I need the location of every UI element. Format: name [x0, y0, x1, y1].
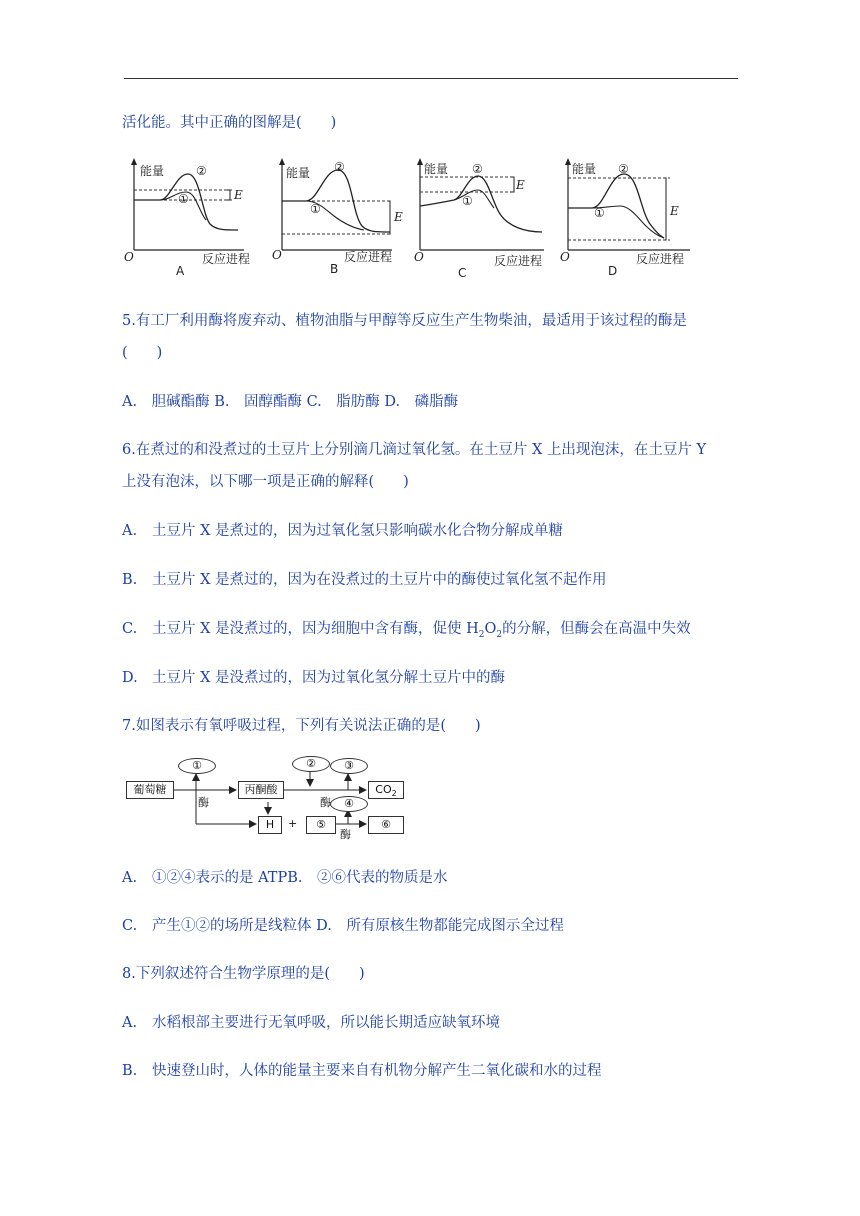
graph-a-curve2: ②	[196, 164, 207, 178]
q6-option-a	[122, 521, 563, 541]
enzyme-label-2: 酶	[320, 796, 331, 809]
enzyme-label-3: 酶	[340, 828, 351, 841]
graph-c-curve1: ①	[462, 194, 473, 208]
q6-option-a-text: 土豆片 X 是煮过的，因为过氧化氢只影响碳水化合物分解成单糖	[152, 523, 564, 539]
q7-option-c	[122, 916, 564, 936]
graph-c-label: C	[458, 266, 467, 280]
q6-stem-line1: 6.在煮过的和没煮过的土豆片上分别滴几滴过氧化氢。在土豆片 X 上出现泡沫，在土豆片 Y	[122, 442, 707, 458]
graph-a	[124, 154, 264, 282]
graph-a-origin: O	[124, 250, 134, 264]
co2-sub: 2	[391, 789, 397, 799]
oval-1: ①	[178, 758, 216, 774]
graph-d-label: D	[608, 264, 618, 278]
q7-option-a	[122, 868, 447, 888]
graph-d-ylabel: 能量	[572, 162, 597, 176]
graph-c-origin: O	[414, 250, 424, 264]
q7-option-c-text: 产生①②的场所是线粒体 D. 所有原核生物都能完成图示全过程	[152, 918, 564, 934]
q6-option-d	[122, 668, 505, 688]
graph-d-origin: O	[560, 250, 570, 264]
h-box: H	[258, 816, 282, 834]
plus-sign: +	[288, 817, 298, 830]
graph-b-origin: O	[272, 248, 282, 262]
q8-option-a-letter: A.	[122, 1015, 138, 1031]
respiration-flow-diagram	[126, 756, 416, 842]
q5-stem-line1: 5.有工厂利用酶将废弃动、植物油脂与甲醇等反应生产生物柴油，最适用于该过程的酶是	[122, 313, 687, 329]
graph-a-ylabel: 能量	[140, 164, 165, 178]
co2-text: CO	[375, 783, 392, 796]
q8-option-b	[122, 1061, 602, 1081]
q6-stem-line2: 上没有泡沫，以下哪一项是正确的解释( )	[122, 474, 409, 490]
q8-option-a	[122, 1013, 500, 1033]
header-rule	[124, 78, 738, 79]
q5-stem-line2: ( )	[122, 345, 163, 361]
q6-option-c	[122, 619, 691, 645]
box-5: ⑤	[306, 816, 336, 834]
oval-2: ②	[292, 756, 330, 772]
q6-option-b	[122, 570, 607, 590]
q6-option-c-sub1: 2	[478, 629, 485, 640]
graph-b	[272, 154, 412, 282]
co2-box	[368, 781, 404, 799]
q8-option-a-text: 水稻根部主要进行无氧呼吸，所以能长期适应缺氧环境	[152, 1015, 500, 1031]
graph-c-curve2: ②	[472, 162, 483, 176]
graph-c-energy: E	[516, 178, 525, 192]
energy-graphs	[124, 154, 724, 282]
graph-d-energy: E	[670, 204, 679, 218]
q4-tail-text: 活化能。其中正确的图解是( )	[122, 115, 337, 131]
q7-option-a-letter: A.	[122, 870, 138, 886]
q6-option-c-mid: O	[484, 621, 497, 637]
graph-d-curve2: ②	[618, 162, 629, 176]
q7-option-c-letter: C.	[122, 918, 138, 934]
q6-option-c-text-pre: 土豆片 X 是没煮过的，因为细胞中含有酶，促使 H	[152, 621, 479, 637]
q6-option-d-text: 土豆片 X 是没煮过的，因为过氧化氢分解土豆片中的酶	[152, 670, 506, 686]
graph-a-label: A	[176, 264, 185, 278]
q8-option-b-text: 快速登山时，人体的能量主要来自有机物分解产生二氧化碳和水的过程	[152, 1063, 602, 1079]
q8-stem: 8.下列叙述符合生物学原理的是( )	[122, 966, 365, 982]
q6-option-c-letter: C.	[122, 621, 138, 637]
box-6: ⑥	[368, 816, 404, 834]
q8-option-b-letter: B.	[122, 1063, 138, 1079]
graph-d	[560, 154, 700, 282]
graph-c	[414, 154, 554, 282]
q7-stem: 7.如图表示有氧呼吸过程，下列有关说法正确的是( )	[122, 718, 481, 734]
graph-a-xlabel: 反应进程	[202, 252, 251, 266]
q7-option-a-text: ①②④表示的是 ATPB. ②⑥代表的物质是水	[152, 870, 448, 886]
graph-b-curve2: ②	[334, 160, 345, 174]
graph-b-ylabel: 能量	[286, 166, 311, 180]
graph-c-ylabel: 能量	[424, 162, 449, 176]
graph-d-xlabel: 反应进程	[636, 252, 685, 266]
graph-d-curve1: ①	[594, 206, 605, 220]
enzyme-label-1: 酶	[198, 796, 209, 809]
oval-3: ③	[330, 758, 368, 774]
pyruvate-box: 丙酮酸	[238, 781, 284, 799]
q6-option-c-sub2: 2	[496, 629, 503, 640]
q6-option-b-letter: B.	[122, 572, 138, 588]
oval-4: ④	[330, 796, 368, 812]
q6-option-b-text: 土豆片 X 是煮过的，因为在没煮过的土豆片中的酶使过氧化氢不起作用	[152, 572, 607, 588]
graph-c-xlabel: 反应进程	[494, 254, 543, 268]
q6-option-c-text-post: 的分解，但酶会在高温中失效	[502, 621, 691, 637]
graph-a-curve1: ①	[178, 192, 189, 206]
graph-b-label: B	[330, 262, 339, 276]
q6-option-d-letter: D.	[122, 670, 138, 686]
q5-options: A. 胆碱酯酶 B. 固醇酯酶 C. 脂肪酶 D. 磷脂酶	[122, 394, 459, 410]
graph-b-curve1: ①	[310, 202, 321, 216]
graph-a-energy: E	[234, 188, 243, 202]
graph-b-energy: E	[394, 210, 403, 224]
q6-option-a-letter: A.	[122, 523, 138, 539]
glucose-box: 葡萄糖	[126, 781, 174, 799]
graph-b-xlabel: 反应进程	[344, 250, 393, 264]
